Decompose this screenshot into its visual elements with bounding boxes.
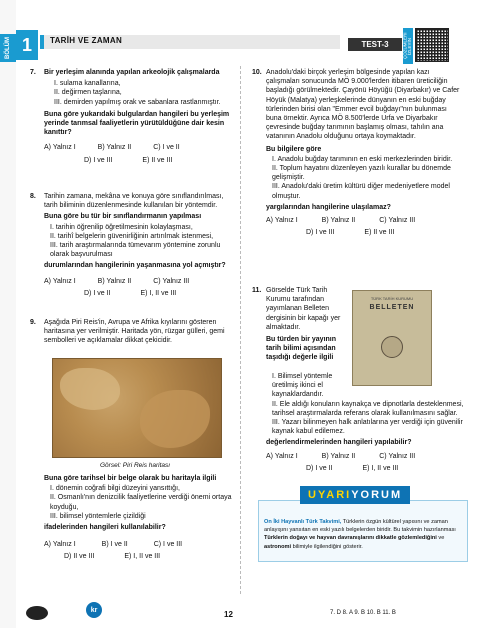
statement-ii: II. Toplum hayatını düzenleyen yazılı kurallar bu dönemde gelişmiştir. xyxy=(272,165,451,182)
question-number: 8. xyxy=(30,193,36,200)
statement-i: I. Anadolu buğday tarımının en eski merkezlerinden biridir. xyxy=(272,155,453,163)
option-b[interactable]: B) Yalnız II xyxy=(97,277,132,285)
question-9 xyxy=(30,318,230,346)
option-e[interactable]: E) I, II ve III xyxy=(140,289,177,297)
section-tag: BÖLÜM xyxy=(0,34,16,62)
chapter-number: 1 xyxy=(16,30,38,60)
question-ask: Bu türden bir yayının tarih bilimi açısından taşıdığı değerle ilgili xyxy=(266,336,337,362)
left-margin-strip xyxy=(0,0,16,628)
question-8 xyxy=(30,192,230,298)
page-number: 12 xyxy=(224,610,233,619)
option-c[interactable]: C) Yalnız III xyxy=(379,217,416,225)
option-b[interactable]: B) Yalnız II xyxy=(321,452,356,460)
question-ask-2: ifadelerinden hangileri kullanılabilir? xyxy=(44,524,166,532)
option-d[interactable]: D) I ve III xyxy=(84,156,113,164)
body-text: Türklerin özgün kültürel yapısını ve zaman anlayışını yansıtan en eski yazılı belgelerden biridir. Bu takvimin hazırlanması xyxy=(264,519,456,534)
option-a[interactable]: A) Yalnız I xyxy=(44,541,76,549)
question-ask-2: durumlarından hangilerinin yaşanmasına yol açmıştır? xyxy=(44,262,226,270)
statement-iii: III. Yazarı bilinmeyen halk anlatılarına yer verdiği için güvenilir kaynak kabul edilemez. xyxy=(272,419,463,436)
question-stem: Aşağıda Piri Reis'in, Avrupa ve Afrika kıyılarını gösteren haritasına yer verilmiştir. Haritada yön, rüzgar gülleri, gemi sembolleri ve açıklamalar dikkat çekicidir. xyxy=(44,319,225,345)
options-row-2 xyxy=(44,289,230,298)
statement-i: I. Bilimsel yöntemle üretilmiş ikinci el kaynaklardandır. xyxy=(272,373,333,399)
question-ask: Bu bilgilere göre xyxy=(266,145,322,153)
statement-iii: III. tarih araştırmalarında tümevarım yöntemine zorunlu olarak başvurulması xyxy=(50,242,221,259)
statement-i: I. tarihin öğrenilip öğretilmesinin kolaylaşması, xyxy=(50,223,193,231)
option-d[interactable]: D) I ve III xyxy=(306,229,335,237)
option-c[interactable]: C) I ve II xyxy=(153,144,180,152)
option-a[interactable]: A) Yalnız I xyxy=(266,217,298,225)
option-c[interactable]: C) Yalnız III xyxy=(379,452,416,460)
question-ask: Buna göre yukarıdaki bulgulardan hangileri bu yerleşim yerinde tarımsal faaliyetlerin yürütüldüğüne dair kesin kanıttır? xyxy=(44,110,230,137)
statement-ii: II. tarihî belgelerin güvenirliğinin artırılmak istenmesi, xyxy=(50,232,214,240)
question-9-body xyxy=(44,474,234,562)
option-d[interactable]: D) I ve II xyxy=(84,289,111,297)
answer-key: 7. D 8. A 9. B 10. B 11. B xyxy=(330,610,396,616)
column-divider xyxy=(240,66,241,594)
question-stem: Bir yerleşim alanında yapılan arkeolojik çalışmalarda xyxy=(44,69,220,76)
question-number: 9. xyxy=(30,319,36,326)
option-d[interactable]: D) I ve II xyxy=(306,464,333,472)
option-b[interactable]: B) Yalnız II xyxy=(321,217,356,225)
option-e[interactable]: E) II ve III xyxy=(364,229,395,237)
statement-i: I. sulama kanallarına, xyxy=(54,80,121,88)
statement-ii: II. Ele aldığı konuların kaynakça ve dipnotlarla desteklenmesi, tarihsel araştırmalarda referans olarak kullanılmasını sağlar. xyxy=(272,400,464,417)
page-title: TARİH VE ZAMAN xyxy=(50,36,123,45)
book-title: BELLETEN xyxy=(369,304,415,311)
option-a[interactable]: A) Yalnız I xyxy=(266,452,298,460)
image-caption: Görsel: Piri Reis haritası xyxy=(100,462,171,469)
statement-iii: III. bilimsel yöntemlerle çizildiği xyxy=(50,512,146,520)
warning-title-b: YORUM xyxy=(351,489,403,501)
warning-text xyxy=(264,518,464,551)
options-row-1 xyxy=(44,143,230,152)
options-row-2 xyxy=(266,464,466,473)
warning-title-a: UYARI xyxy=(308,489,352,501)
option-e[interactable]: E) I, II ve III xyxy=(124,553,161,561)
option-e[interactable]: E) I, II ve III xyxy=(362,464,399,472)
qr-code-icon[interactable] xyxy=(415,28,449,62)
options-row-1 xyxy=(44,277,230,286)
option-e[interactable]: E) II ve III xyxy=(142,156,173,164)
question-10 xyxy=(252,68,464,237)
highlight-text: On İki Hayvanlı Türk Takvimi, xyxy=(264,519,342,525)
question-11-body xyxy=(266,372,466,473)
statement-ii: II. değirmen taşlarına, xyxy=(54,89,122,97)
bold-text: astronomi xyxy=(264,543,292,550)
option-a[interactable]: A) Yalnız I xyxy=(44,144,76,152)
question-stem: Anadolu'daki birçok yerleşim bölgesinde yapılan kazı çalışmaları sonucunda MÖ 9.000'lerden itibaren üreticiliğin başladığı görülmektedir. Çayönü Höyüğü (Diyarbakır) ve Cafer Höyük (Malatya) yerleşkelerinde dünyanın en eski buğday türlerinden birisi olan "Emmer evcil buğdayı"nın bulunması buna örnektir. Ayrıca MÖ 8.500'lerde Urfa ve Diyarbakır çevresinde buğday tarımının başlamış olması, tahılın ana vatanının Anadolu olduğunu ortaya koymaktadır. xyxy=(266,69,460,141)
publisher-logo-icon xyxy=(26,606,48,620)
question-ask-2: yargılarından hangilerine ulaşılamaz? xyxy=(266,203,391,211)
qr-label: ÇÖZÜMLERİ İZLEYİN xyxy=(403,28,413,64)
body-text: bilimiyle ilgilendiğini gösterir. xyxy=(291,543,363,550)
statement-ii: II. Osmanlı'nın denizcilik faaliyetlerine verdiği önemi ortaya koyduğu, xyxy=(50,494,232,511)
option-c[interactable]: C) Yalnız III xyxy=(153,277,190,285)
option-d[interactable]: D) II ve III xyxy=(64,553,95,561)
option-a[interactable]: A) Yalnız I xyxy=(44,277,76,285)
statement-iii: III. demirden yapılmış orak ve sabanlara rastlanmıştır. xyxy=(54,98,221,106)
option-c[interactable]: C) I ve III xyxy=(153,541,183,549)
question-number: 11. xyxy=(252,287,262,294)
book-publisher: TÜRK TARİH KURUMU xyxy=(370,296,414,301)
options-row-1 xyxy=(266,216,464,225)
question-ask: Buna göre bu tür bir sınıflandırmanın yapılması xyxy=(44,213,202,221)
option-b[interactable]: B) Yalnız II xyxy=(97,144,132,152)
body-text: ve xyxy=(436,535,445,542)
kr-logo-icon: kr xyxy=(86,602,102,618)
bold-text: Türklerin doğayı ve hayvan davranışlarını dikkatle gözlemlediğini xyxy=(264,535,437,542)
question-stem: Tarihin zamana, mekâna ve konuya göre sınıflandırılması, tarih biliminin düzenlenmesinde kullanılan bir yöntemdir. xyxy=(44,193,224,210)
options-row-1 xyxy=(44,540,234,549)
options-row-1 xyxy=(266,452,466,461)
test-label: TEST-3 xyxy=(348,38,402,51)
question-ask: Buna göre tarihsel bir belge olarak bu haritayla ilgili xyxy=(44,475,217,482)
question-number: 10. xyxy=(252,69,262,76)
options-row-2 xyxy=(44,156,230,165)
seal-icon xyxy=(381,336,403,358)
question-11 xyxy=(252,286,348,363)
question-stem: Görselde Türk Tarih Kurumu tarafından yayımlanan Belleten dergisinin bir kapağı yer almaktadır. xyxy=(266,287,341,331)
warning-title xyxy=(300,486,410,504)
question-number: 7. xyxy=(30,69,36,76)
question-ask-2: değerlendirmelerinden hangileri yapılabilir? xyxy=(266,439,412,447)
options-row-2 xyxy=(266,228,464,237)
option-b[interactable]: B) I ve II xyxy=(101,541,128,549)
question-7 xyxy=(30,68,230,165)
statement-i: I. dönemin coğrafi bilgi düzeyini yansıttığı, xyxy=(50,485,180,493)
options-row-2 xyxy=(44,552,234,561)
statement-iii: III. Anadolu'daki üretim kültürü diğer medeniyetlere model olmuştur. xyxy=(272,183,450,200)
